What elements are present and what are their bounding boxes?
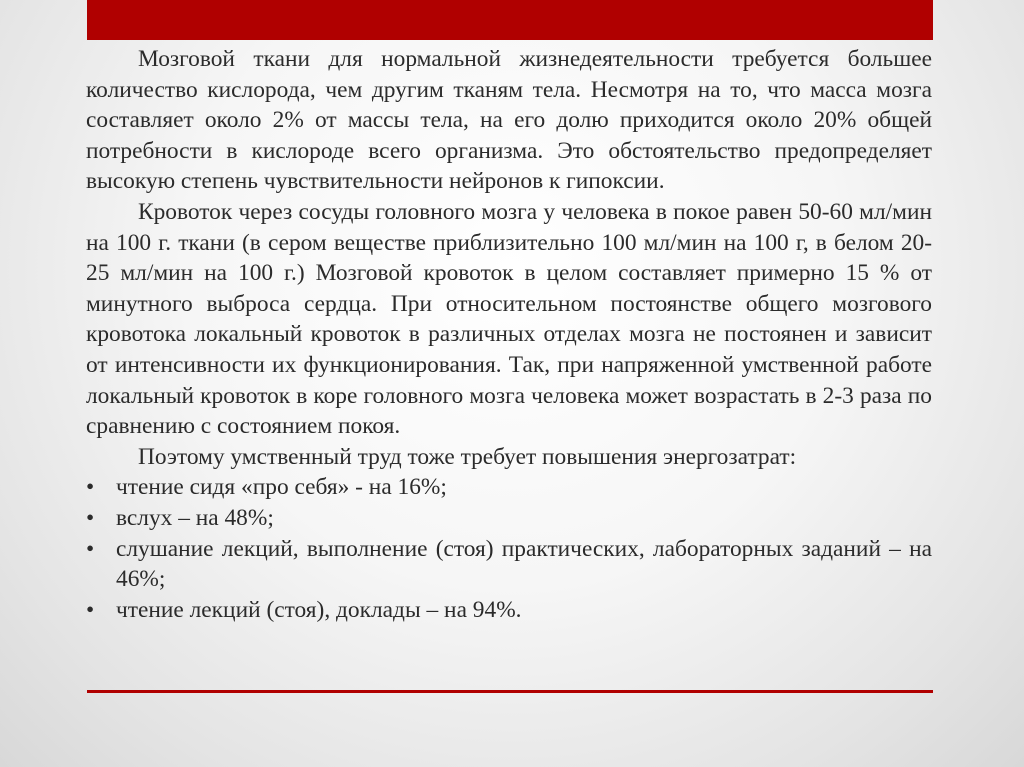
energy-list	[86, 472, 932, 625]
list-item-text: чтение сидя «про себя» - на 16%;	[116, 474, 447, 501]
top-accent-bar	[87, 0, 933, 40]
slide-body	[86, 44, 932, 625]
list-item	[86, 503, 932, 534]
list-item-text: вслух – на 48%;	[116, 504, 274, 531]
list-item	[86, 534, 932, 595]
bottom-divider	[87, 690, 933, 693]
paragraph-blood-flow: Кровоток через сосуды головного мозга у человека в покое равен 50-60 мл/мин на 100 г. ткани (в сером веществе приблизительно 100 мл/мин на 100 г, в белом 20-25 мл/мин на 100 г.) Мозговой кровоток в целом составляет примерно 15 % от минутного выброса сердца. При относительном постоянстве общего мозгового кровотока локальный кровоток в различных отделах мозга не постоянен и зависит от интенсивности их функционирования. Так, при напряженной умственной работе локальный кровоток в коре головного мозга человека может возрастать в 2-3 раза по сравнению с состоянием покоя.	[86, 198, 932, 440]
bullet-icon: •	[86, 596, 95, 623]
list-item-text: слушание лекций, выполнение (стоя) практических, лабораторных заданий – на 46%;	[116, 535, 932, 593]
paragraph-energy-lead: Поэтому умственный труд тоже требует повышения энергозатрат:	[138, 443, 797, 470]
paragraph-oxygen: Мозговой ткани для нормальной жизнедеятельности требуется большее количество кислорода, чем другим тканям тела. Несмотря на то, что масса мозга составляет около 2% от массы тела, на его долю приходится около 20% общей потребности в кислороде всего организма. Это обстоятельство предопределяет высокую степень чувствительности нейронов к гипоксии.	[86, 46, 932, 195]
list-item-text: чтение лекций (стоя), доклады – на 94%.	[116, 596, 522, 623]
list-item	[86, 472, 932, 503]
bullet-icon: •	[86, 474, 95, 501]
bullet-icon: •	[86, 535, 95, 562]
list-item	[86, 595, 932, 626]
bullet-icon: •	[86, 504, 95, 531]
